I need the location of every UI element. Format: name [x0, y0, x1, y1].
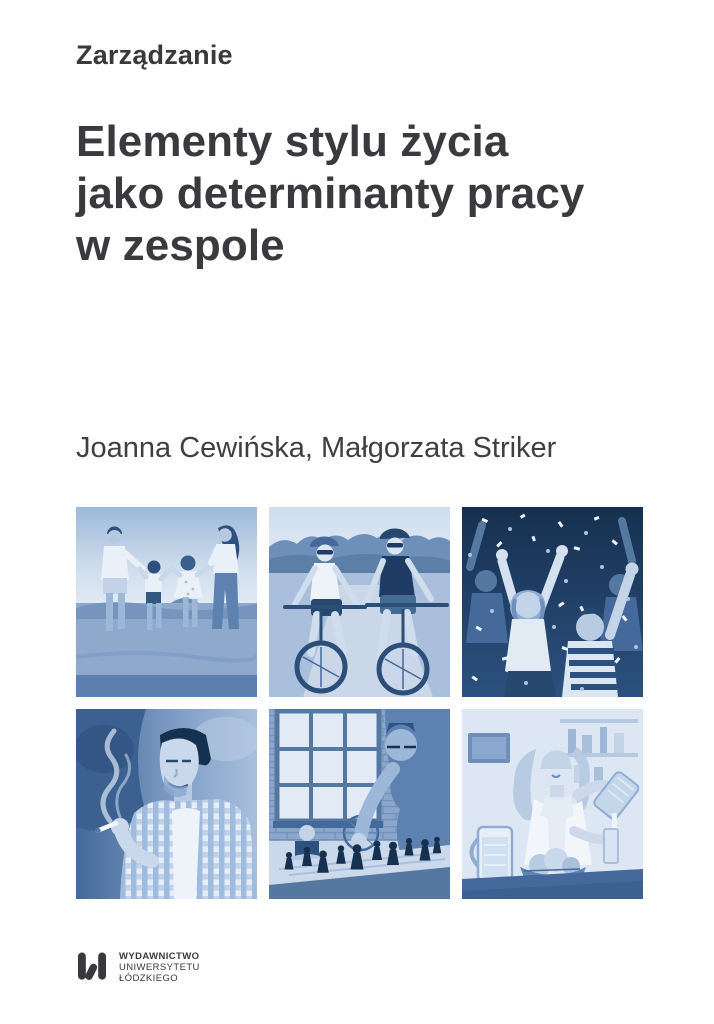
photo-party-confetti-image [462, 507, 643, 697]
photo-couple-cycling-image [269, 507, 450, 697]
photo-chess-game-image [269, 709, 450, 899]
publisher-name-line-2: UNIWERSYTETU [119, 962, 200, 973]
photo-family-beach-image [76, 507, 257, 697]
title-line-1: Elementy stylu życia [76, 117, 509, 166]
book-title [76, 116, 666, 272]
publisher-name-line-1: WYDAWNICTWO [119, 951, 200, 962]
photo-woman-kitchen-image [462, 709, 643, 899]
publisher-logo [78, 950, 200, 984]
photo-man-smoking-image [76, 709, 257, 899]
title-line-3: w zespole [76, 221, 285, 270]
series-label: Zarządzanie [76, 40, 233, 70]
title-line-2: jako determinanty pracy [76, 169, 585, 218]
publisher-name-line-3: ŁÓDZKIEGO [119, 973, 179, 984]
university-press-logo-icon [78, 950, 106, 983]
photo-grid [76, 507, 643, 899]
publisher-name [119, 950, 200, 984]
authors-line: Joanna Cewińska, Małgorzata Striker [76, 432, 557, 464]
